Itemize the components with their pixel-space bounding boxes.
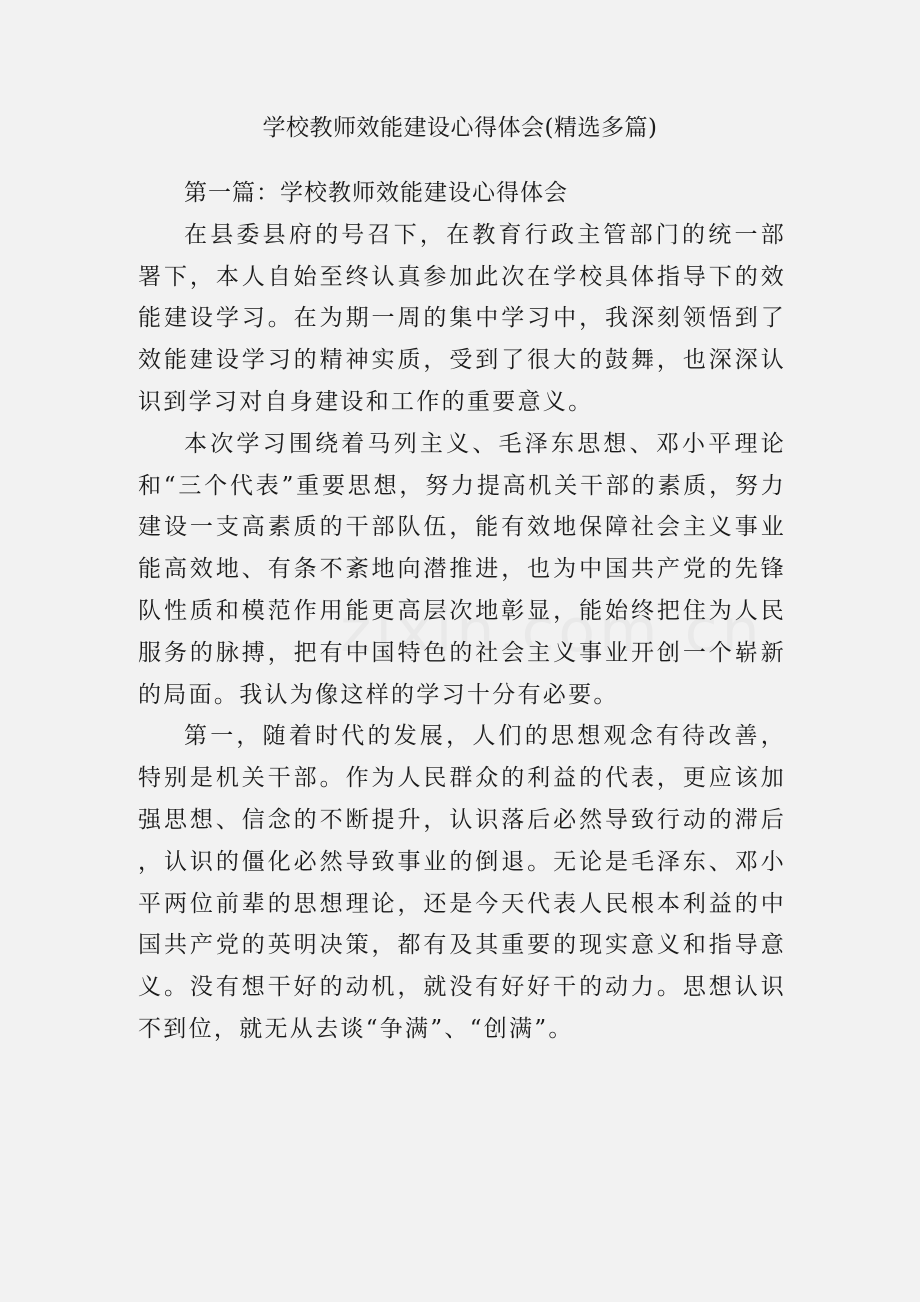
paragraph-1: 在县委县府的号召下，在教育行政主管部门的统一部署下，本人自始至终认真参加此次在学校具体指导下的效能建设学习。在为期一周的集中学习中，我深刻领悟到了效能建设学习的精神实质，受到了很大的鼓舞，也深深认识到学习对自身建设和工作的重要意义。 [138, 221, 786, 415]
paragraph-3: 第一，随着时代的发展，人们的思想观念有待改善，特别是机关干部。作为人民群众的利益的代表，更应该加强思想、信念的不断提升，认识落后必然导致行动的滞后，认识的僵化必然导致事业的倒退。无论是毛泽东、邓小平两位前辈的思想理论，还是今天代表人民根本利益的中国共产党的英明决策，都有及其重要的现实意义和指导意义。没有想干好的动机，就没有好好干的动力。思想认识不到位，就无从去谈“争满”、“创满”。 [138, 723, 786, 1042]
document-title: 学校教师效能建设心得体会(精选多篇) [262, 115, 658, 141]
paragraph-2: 本次学习围绕着马列主义、毛泽东思想、邓小平理论和“三个代表”重要思想，努力提高机关干部的素质，努力建设一支高素质的干部队伍，能有效地保障社会主义事业能高效地、有条不紊地向潜推进，也为中国共产党的先锋队性质和模范作用能更高层次地彰显，能始终把住为人民服务的脉搏，把有中国特色的社会主义事业开创一个崭新的局面。我认为像这样的学习十分有必要。 [138, 430, 786, 708]
section-heading: 第一篇：学校教师效能建设心得体会 [184, 180, 568, 206]
document-body [138, 173, 786, 1051]
